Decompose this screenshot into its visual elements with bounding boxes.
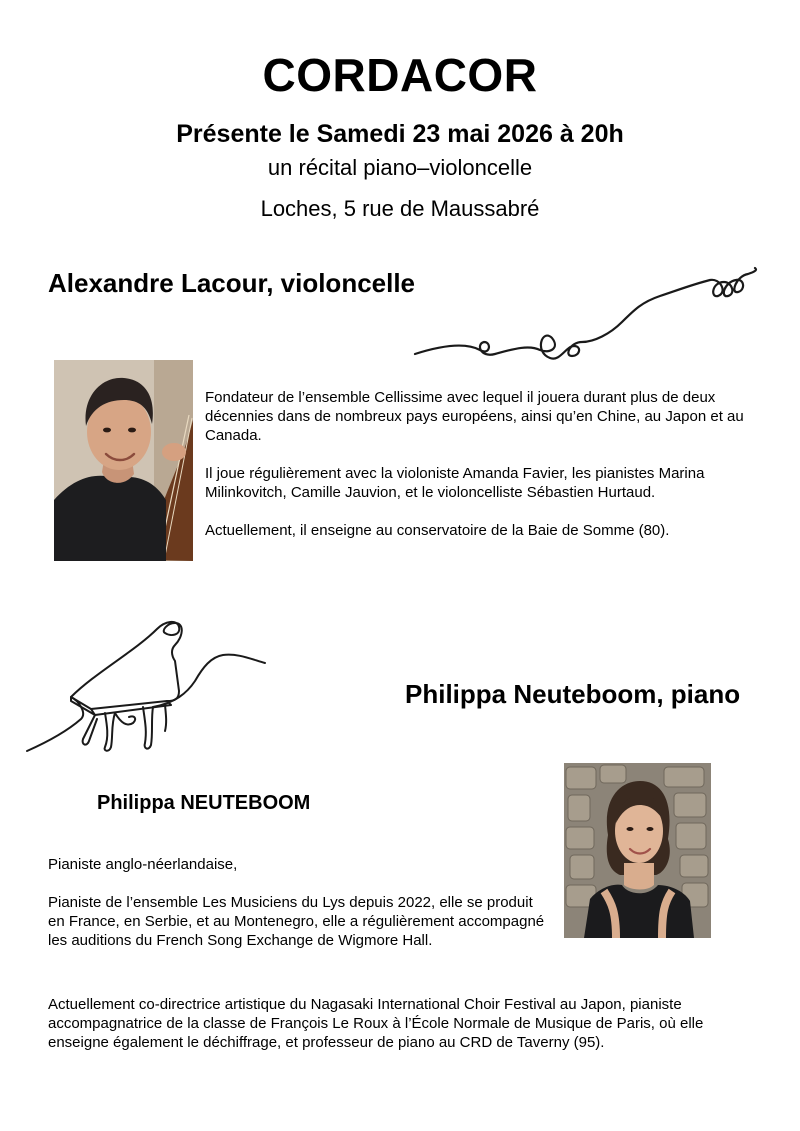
pianist-heading: Philippa Neuteboom, piano [405,679,741,709]
event-address: Loches, 5 rue de Maussabré [260,196,540,221]
pianist-bio-paragraph: Pianiste anglo-néerlandaise, [48,856,238,873]
cellist-bio-paragraph: Fondateur de l’ensemble Cellissime avec lequel il jouera durant plus de deux décennies dans de nombreux pays européens, ainsi qu’en Chine, au Japon et au Canada. [205,389,744,444]
event-date: Présente le Samedi 23 mai 2026 à 20h [176,120,624,148]
pianist-biography [48,855,548,969]
piano-drawing-icon [25,615,275,757]
cellist-bio-paragraph: Il joue régulièrement avec la violoniste Amanda Favier, les pianistes Marina Milinkovitch, Camille Jauvion, et le violoncelliste Sébastien Hurtaud. [205,465,705,501]
pianist-name: Philippa NEUTEBOOM [97,792,311,814]
page-title: CORDACOR [262,49,538,101]
event-subtitle: un récital piano–violoncelle [267,155,533,180]
pianist-biography-continued [48,995,748,1071]
cellist-biography [205,388,765,559]
cellist-photo [54,360,193,561]
pianist-bio-paragraph: Actuellement co-directrice artistique du Nagasaki International Choir Festival au Japon, pianiste accompagnatrice de la classe de François Le Roux à l’École Normale de Musique de Paris, où elle enseigne également le déchiffrage, et professeur de piano au CRD de Taverny (95). [48,996,704,1051]
squiggle-line-icon [410,262,770,392]
pianist-photo [564,763,711,938]
cellist-bio-paragraph: Actuellement, il enseigne au conservatoire de la Baie de Somme (80). [205,522,670,539]
cellist-heading: Alexandre Lacour, violoncelle [48,268,416,298]
pianist-bio-paragraph: Pianiste de l’ensemble Les Musiciens du Lys depuis 2022, elle se produit en France, en Serbie, et au Montenegro, elle a régulièrement accompagné les auditions du French Song Exchange de Wigmore Hall. [48,894,545,949]
